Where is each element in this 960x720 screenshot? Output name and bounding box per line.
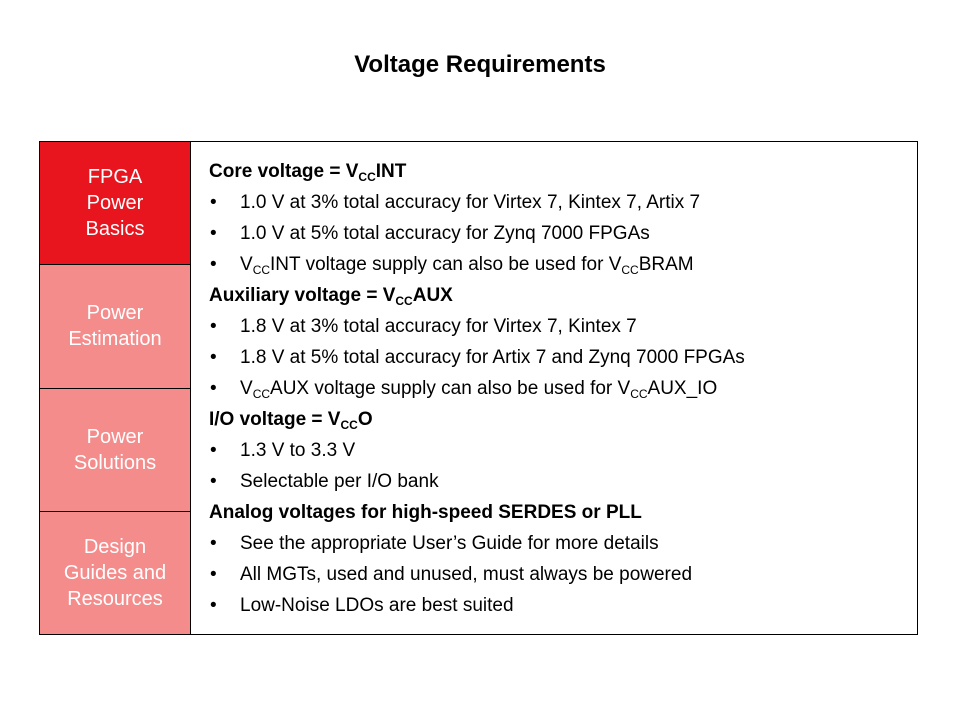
slide-title: Voltage Requirements [354, 51, 606, 78]
bullet-icon: • [210, 316, 217, 337]
bullet-item: • 1.3 V to 3.3 V [209, 435, 917, 466]
bullet-icon: • [210, 223, 217, 244]
nav-item-label: Design Guides and Resources [63, 535, 167, 610]
nav-item-power-solutions[interactable] [40, 389, 190, 512]
nav-item-design-guides-and-resources[interactable] [40, 512, 190, 634]
section-heading-core-voltage: Core voltage = $V_{CC}INT$ [209, 161, 407, 184]
content-panel [191, 142, 917, 634]
bullet-icon: • [210, 347, 217, 368]
bullet-icon: • [210, 564, 217, 585]
bullet-icon: • [210, 254, 217, 275]
nav-item-fpga-power-basics[interactable] [40, 142, 190, 265]
section-heading-analog-voltages: Analog voltages for high-speed SERDES or PLL [209, 502, 642, 523]
bullet-item: • Low-Noise LDOs are best suited [209, 590, 917, 621]
bullet-icon: • [210, 471, 217, 492]
bullet-item: • $V_{CC}INT$ voltage supply can also be used for $V_{CC}BRAM$ [209, 249, 917, 280]
nav-item-power-estimation[interactable] [40, 265, 190, 388]
section-heading-io-voltage: I/O voltage = $V_{CC}O$ [209, 409, 373, 432]
bullet-item: • $V_{CC}AUX$ voltage supply can also be used for $V_{CC}AUX\_IO$ [209, 373, 917, 404]
bullet-item: • See the appropriate User’s Guide for more details [209, 528, 917, 559]
section-nav [40, 142, 191, 634]
nav-item-label: Power Estimation [68, 302, 162, 351]
bullet-icon: • [210, 192, 217, 213]
content-frame [39, 141, 918, 635]
bullet-icon: • [210, 378, 217, 399]
bullet-icon: • [210, 595, 217, 616]
bullet-item: • 1.0 V at 5% total accuracy for Zynq 7000 FPGAs [209, 218, 917, 249]
bullet-item: • All MGTs, used and unused, must always be powered [209, 559, 917, 590]
bullet-item: • Selectable per I/O bank [209, 466, 917, 497]
bullet-item: • 1.0 V at 3% total accuracy for Virtex 7, Kintex 7, Artix 7 [209, 187, 917, 218]
section-heading-auxiliary-voltage: Auxiliary voltage = $V_{CC}AUX$ [209, 285, 453, 308]
bullet-icon: • [210, 533, 217, 554]
bullet-item: • 1.8 V at 5% total accuracy for Artix 7 and Zynq 7000 FPGAs [209, 342, 917, 373]
nav-item-label: Power Solutions [73, 425, 157, 474]
nav-item-label: FPGA Power Basics [85, 166, 145, 241]
bullet-item: • 1.8 V at 3% total accuracy for Virtex 7, Kintex 7 [209, 311, 917, 342]
bullet-icon: • [210, 440, 217, 461]
